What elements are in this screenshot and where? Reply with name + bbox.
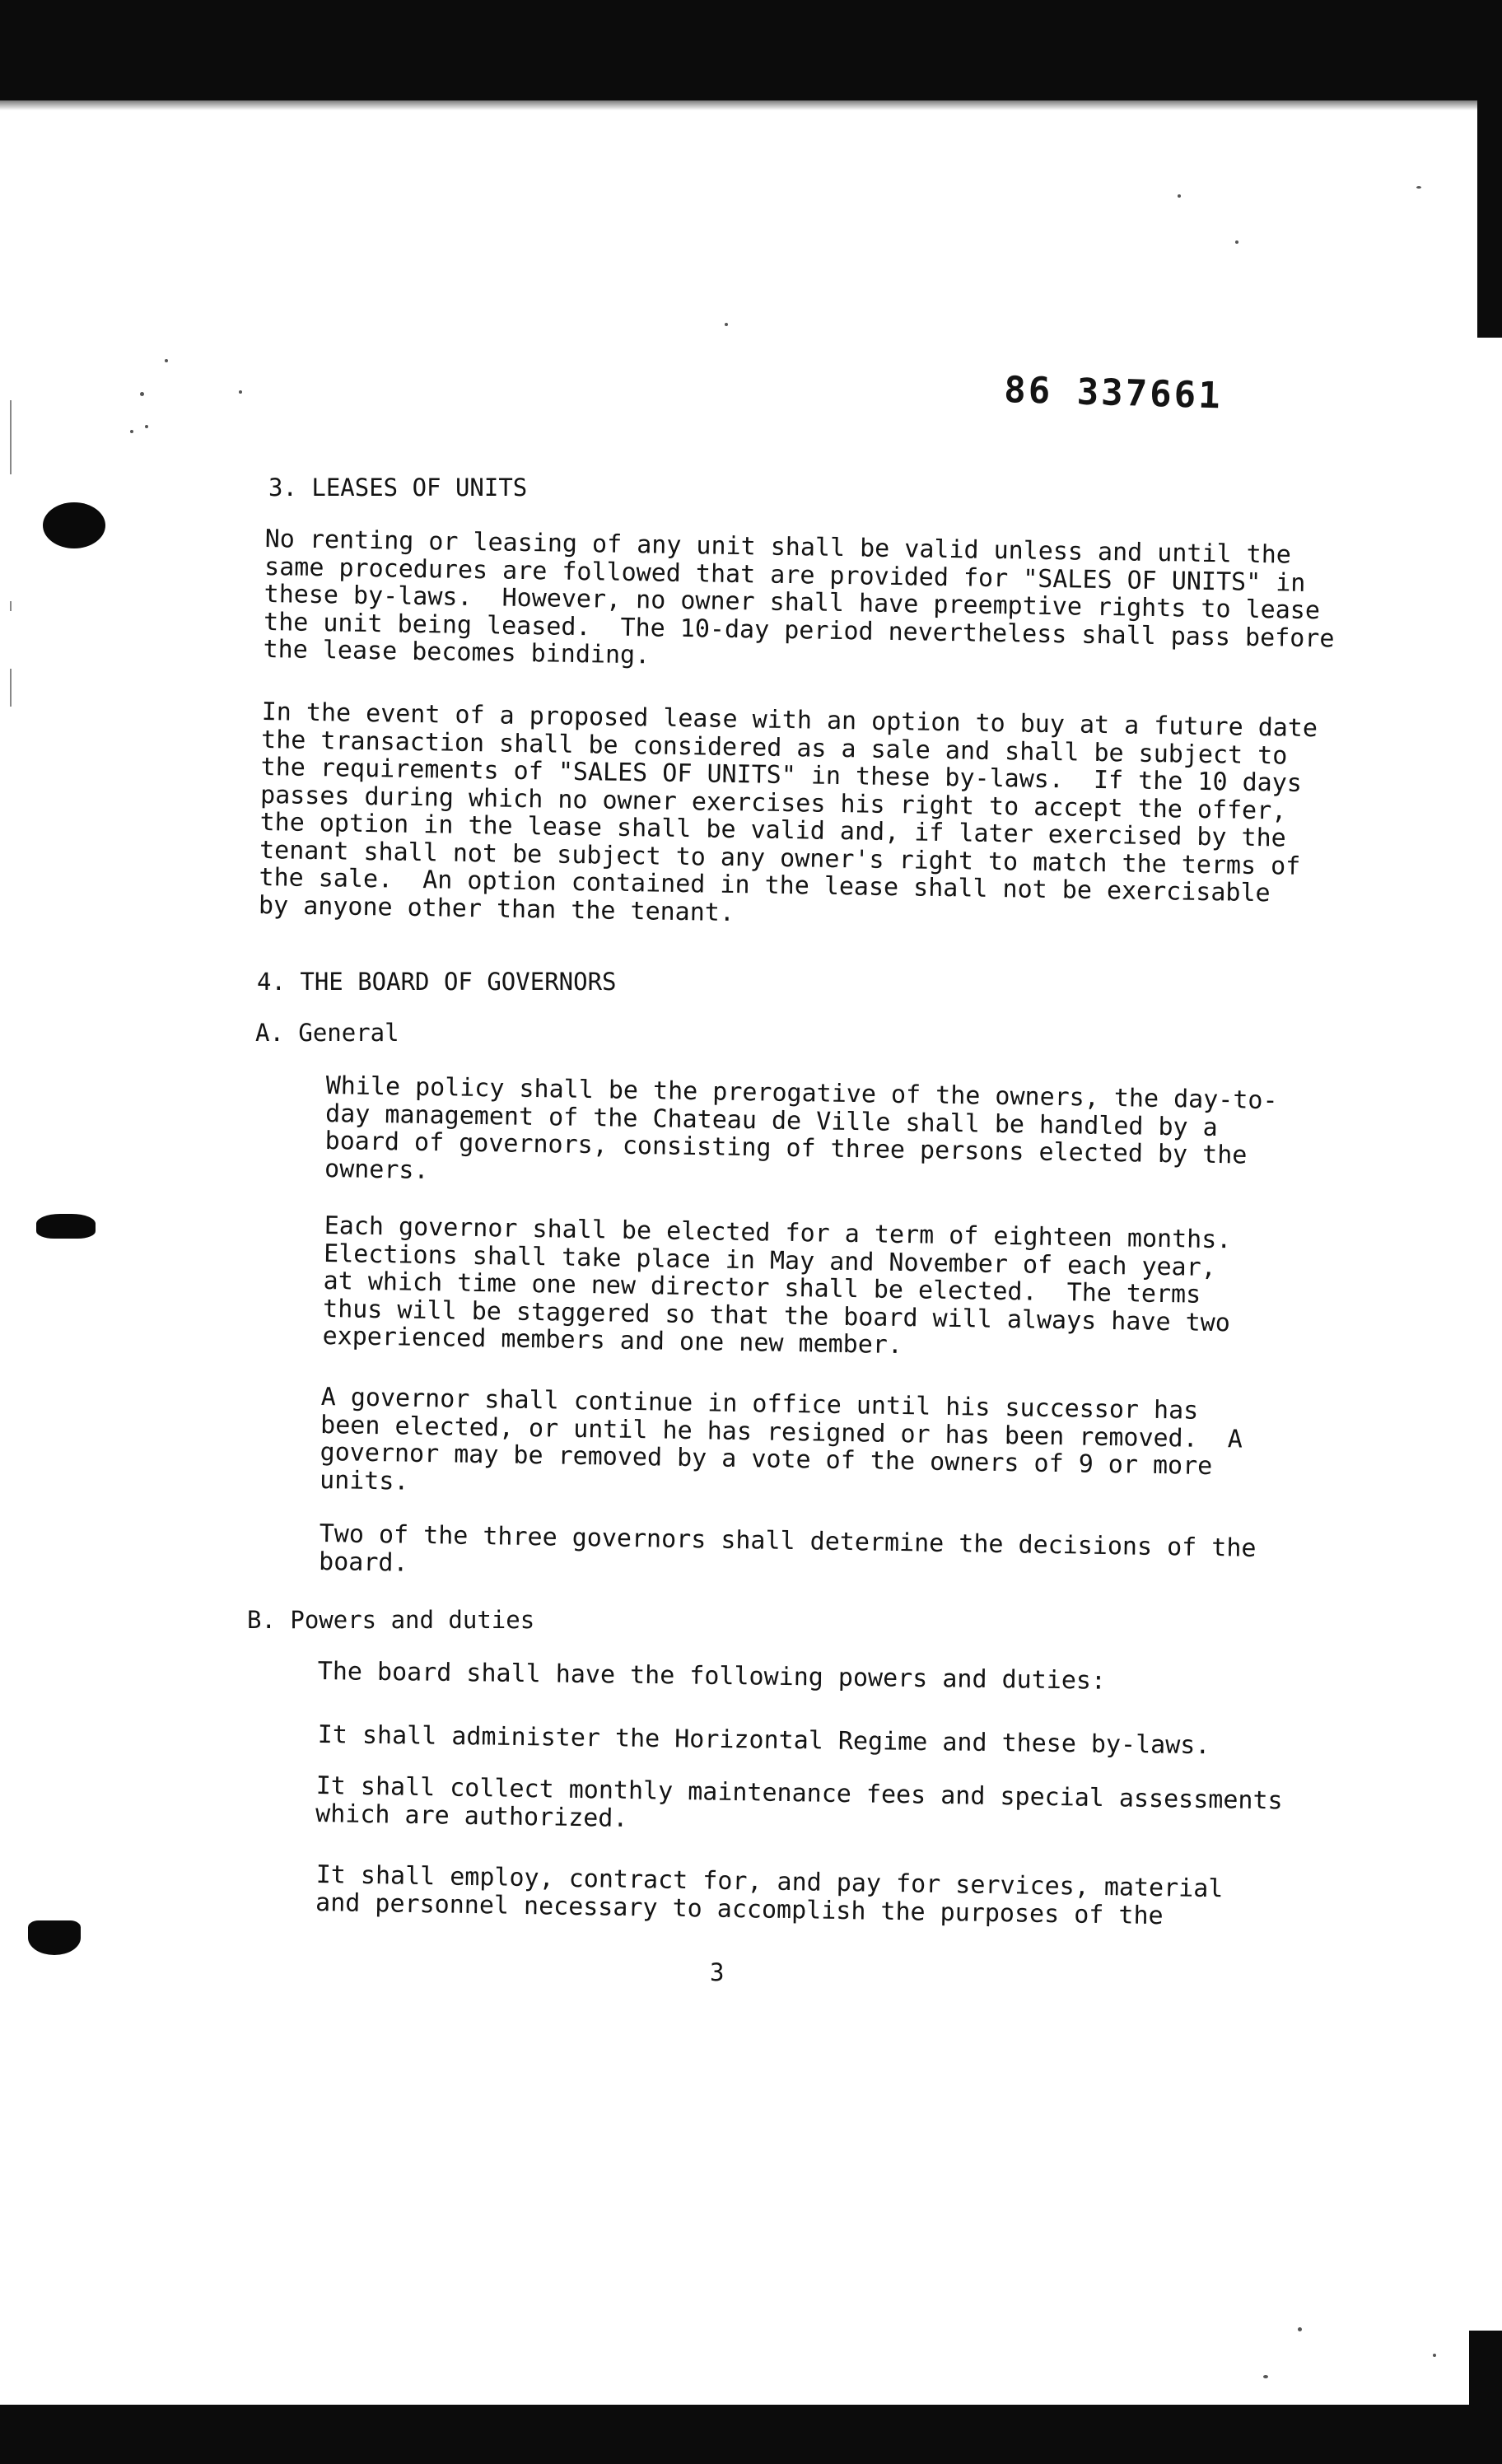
paragraph: A governor shall continue in office until his successor has been elected, or until he has resigned or has been removed. A governor may be removed by a vote of the owners of 9 or more units. <box>319 1383 1243 1496</box>
paragraph: In the event of a proposed lease with an option to buy at a future date the transaction shall be considered as a sale and shall be subject to the requirements of "SALES OF UNITS" in these by-laws. If the 10 days passes during which no owner exercises his right to accept the offer, the option in the lease shall be valid and, if later exercised by the tenant shall not be subject to any owner's right to match the terms of the sale. An option contained in the lease shall not be exercisable by anyone other than the tenant. <box>258 698 1318 927</box>
paragraph: The board shall have the following powers and duties: <box>317 1657 1107 1696</box>
section-heading-leases: 3. LEASES OF UNITS <box>268 474 528 502</box>
paragraph: While policy shall be the prerogative of the owners, the day-to- day management of the Chateau de Ville shall be handled by a board of governors, consisting of three persons elected by the owners. <box>324 1071 1278 1185</box>
paragraph: Each governor shall be elected for a term of eighteen months. Elections shall take place in May and November of each year, at which time one new director shall be elected. The terms thus will be staggered so that the board will always have two experienced members and one new member. <box>322 1211 1232 1360</box>
section-heading-board: 4. THE BOARD OF GOVERNORS <box>257 968 617 996</box>
paragraph: It shall administer the Horizontal Regime and these by-laws. <box>317 1720 1210 1761</box>
paragraph: It shall employ, contract for, and pay for services, material and personnel necessary to accomplish the purposes of the <box>315 1860 1224 1930</box>
subsection-heading-powers: B. Powers and duties <box>247 1606 535 1634</box>
paragraph: Two of the three governors shall determine the decisions of the board. <box>318 1519 1257 1578</box>
paragraph: It shall collect monthly maintenance fees and special assessments which are authorized. <box>315 1771 1283 1833</box>
document-number: 86 337661 <box>1003 369 1224 418</box>
page-number: 3 <box>710 1958 725 1986</box>
paragraph: No renting or leasing of any unit shall be valid unless and until the same procedures are followed that are provided for "SALES OF UNITS" in these by-laws. However, no owner shall have preemptive rights to lease the unit being leased. The 10-day period nevertheless shall pass before the lease becomes binding. <box>263 525 1335 670</box>
subsection-heading-general: A. General <box>255 1019 399 1047</box>
